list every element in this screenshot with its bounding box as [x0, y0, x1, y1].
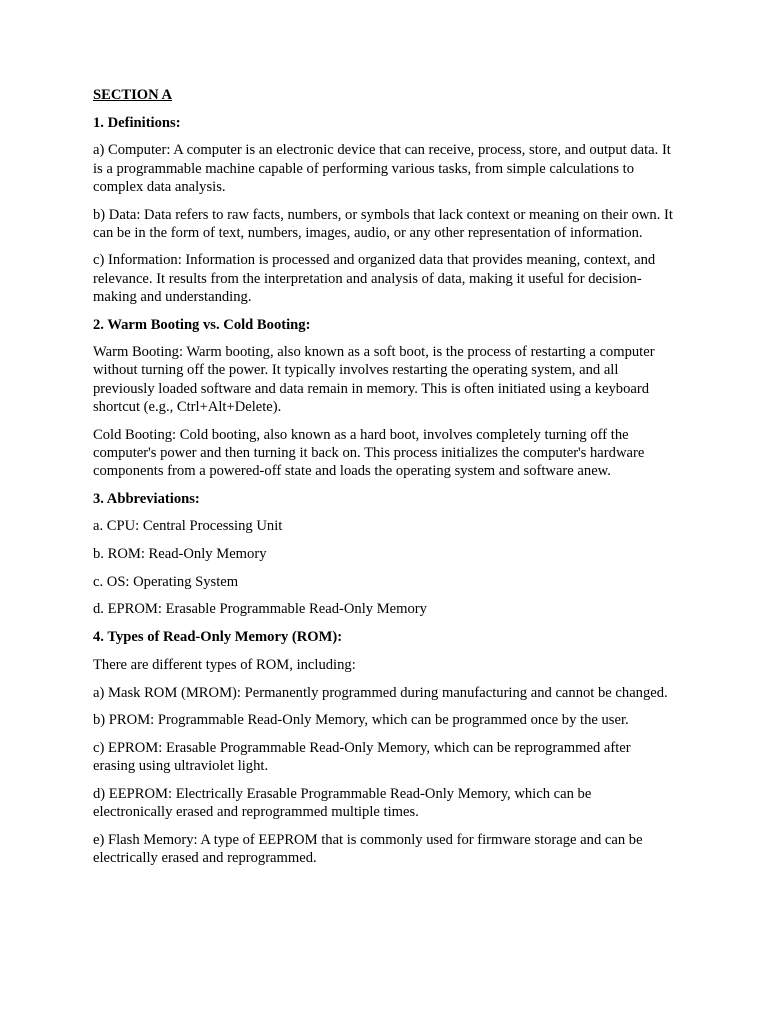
- rom-types-heading: 4. Types of Read-Only Memory (ROM):: [93, 629, 343, 646]
- rom-type-item: c) EPROM: Erasable Programmable Read-Only Memory, which can be reprogrammed after erasing using ultraviolet light.: [93, 739, 631, 775]
- rom-type-item: d) EEPROM: Electrically Erasable Programmable Read-Only Memory, which can be electronically erased and reprogrammed multiple times.: [93, 785, 592, 821]
- abbreviation-item: b. ROM: Read-Only Memory: [93, 546, 267, 563]
- abbreviations-heading: 3. Abbreviations:: [93, 490, 200, 507]
- rom-types-intro: There are different types of ROM, including:: [93, 656, 356, 673]
- abbreviation-item: a. CPU: Central Processing Unit: [93, 518, 283, 535]
- section-title: SECTION A: [93, 87, 173, 103]
- abbreviation-item: c. OS: Operating System: [93, 573, 239, 590]
- booting-heading: 2. Warm Booting vs. Cold Booting:: [93, 316, 311, 333]
- abbreviation-item: d. EPROM: Erasable Programmable Read-Only Memory: [93, 601, 427, 618]
- rom-type-item: e) Flash Memory: A type of EEPROM that is commonly used for firmware storage and can be electrically erased and reprogrammed.: [93, 831, 643, 866]
- rom-type-item: a) Mask ROM (MROM): Permanently programmed during manufacturing and cannot be changed.: [93, 684, 668, 701]
- document-page: [93, 86, 673, 877]
- definition-computer: a) Computer: A computer is an electronic device that can receive, process, store, and output data. It is a programmable machine capable of performing various tasks, from simple calculations to complex data analysis.: [93, 142, 671, 195]
- definitions-heading: 1. Definitions:: [93, 114, 181, 131]
- definition-data: b) Data: Data refers to raw facts, numbers, or symbols that lack context or meaning on their own. It can be in the form of text, numbers, images, audio, or any other representation of information.: [93, 206, 673, 241]
- warm-booting-paragraph: Warm Booting: Warm booting, also known as a soft boot, is the process of restarting a computer without turning off the power. It typically involves restarting the operating system, and all previously loaded software and data remain in memory. This is often initiated using a keyboard shortcut (e.g., Ctrl+Alt+Delete).: [93, 344, 655, 415]
- rom-type-item: b) PROM: Programmable Read-Only Memory, which can be programmed once by the user.: [93, 712, 629, 729]
- cold-booting-paragraph: Cold Booting: Cold booting, also known as a hard boot, involves completely turning off the computer's power and then turning it back on. This process initializes the computer's hardware components from a powered-off state and loads the operating system and software anew.: [93, 426, 645, 479]
- definition-information: c) Information: Information is processed and organized data that provides meaning, context, and relevance. It results from the interpretation and analysis of data, making it useful for decision-making and understanding.: [93, 252, 656, 305]
